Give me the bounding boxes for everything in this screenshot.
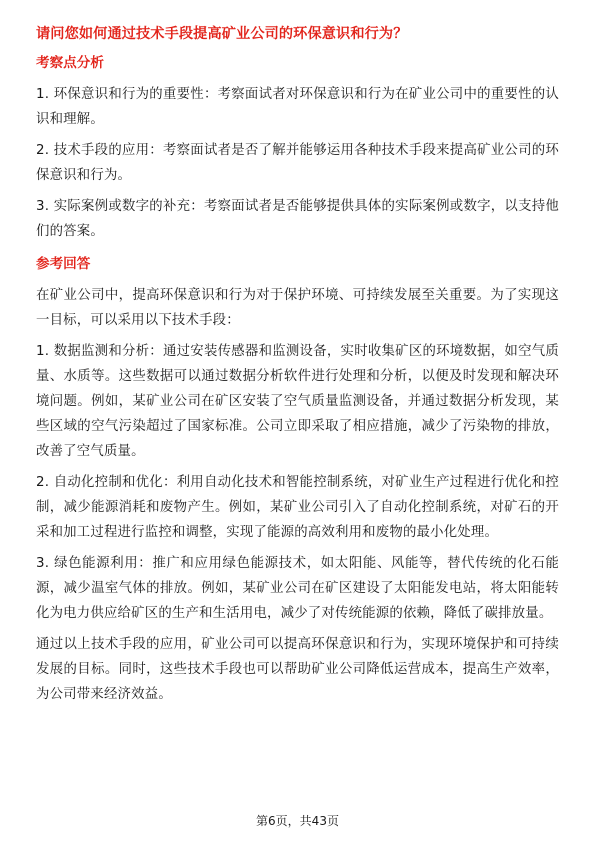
analysis-item: 3. 实际案例或数字的补充：考察面试者是否能够提供具体的实际案例或数字，以支持他们的答案。 <box>36 199 559 239</box>
analysis-item: 2. 技术手段的应用：考察面试者是否了解并能够运用各种技术手段来提高矿业公司的环保意识和行为。 <box>36 143 559 183</box>
answer-intro: 在矿业公司中，提高环保意识和行为对于保护环境、可持续发展至关重要。为了实现这一目标，可以采用以下技术手段： <box>36 288 559 328</box>
answer-item: 3. 绿色能源利用：推广和应用绿色能源技术，如太阳能、风能等，替代传统的化石能源，减少温室气体的排放。例如，某矿业公司在矿区建设了太阳能发电站，将太阳能转化为电力供应给矿区的生产和生活用电，减少了对传统能源的依赖，降低了碳排放量。 <box>36 556 559 621</box>
analysis-item: 1. 环保意识和行为的重要性：考察面试者对环保意识和行为在矿业公司中的重要性的认识和理解。 <box>36 87 559 127</box>
answer-item: 1. 数据监测和分析：通过安装传感器和监测设备，实时收集矿区的环境数据，如空气质量、水质等。这些数据可以通过数据分析软件进行处理和分析，以便及时发现和解决环境问题。例如，某矿业公司在矿区安装了空气质量监测设备，并通过数据分析发现，某些区域的空气污染超过了国家标准。公司立即采取了相应措施，减少了污染物的排放，改善了空气质量。 <box>36 344 559 459</box>
analysis-title: 考察点分析 <box>36 55 104 71</box>
answer-conclusion: 通过以上技术手段的应用，矿业公司可以提高环保意识和行为，实现环境保护和可持续发展的目标。同时，这些技术手段也可以帮助矿业公司降低运营成本，提高生产效率，为公司带来经济效益。 <box>36 637 559 702</box>
question-heading: 请问您如何通过技术手段提高矿业公司的环保意识和行为？ <box>36 26 408 42</box>
answer-item: 2. 自动化控制和优化：利用自动化技术和智能控制系统，对矿业生产过程进行优化和控制，减少能源消耗和废物产生。例如，某矿业公司引入了自动化控制系统，对矿石的开采和加工过程进行监控和调整，实现了能源的高效利用和废物的最小化处理。 <box>36 475 559 540</box>
answer-title: 参考回答 <box>36 256 91 272</box>
page-content <box>36 24 559 713</box>
page-number: 第6页，共43页 <box>256 814 339 828</box>
